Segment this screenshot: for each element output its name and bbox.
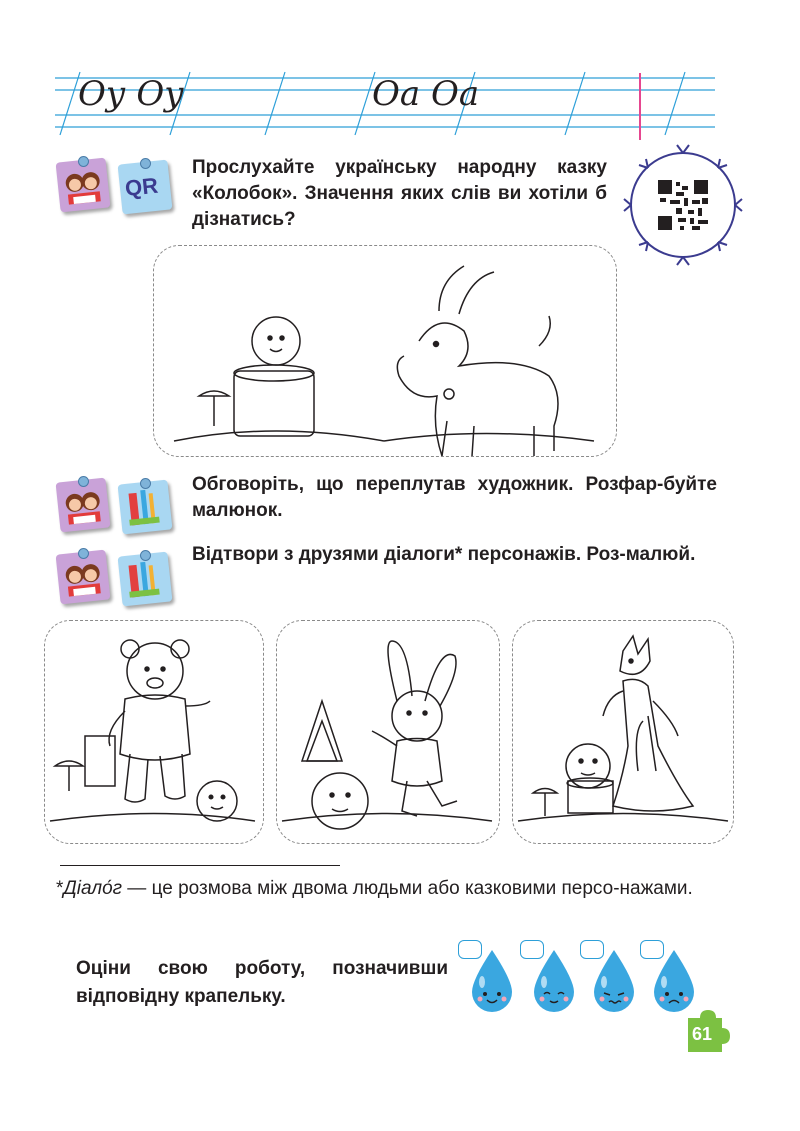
- kolobok-goat-drawing: [154, 246, 616, 456]
- handwriting-sample-right: Оа Оа: [372, 74, 480, 114]
- footnote-marker: *: [56, 878, 64, 899]
- fox-drawing: [513, 621, 733, 843]
- pin-icon: [78, 476, 89, 487]
- footnote-text: — це розмова між двома людьми або казковими персо-нажами.: [122, 878, 693, 899]
- footnote-divider: [60, 865, 340, 866]
- task1-text: Прослухайте українську народну казку «Колобок». Значення яких слів ви хотіли б дізнатись?: [192, 157, 607, 230]
- drop-content[interactable]: [520, 940, 582, 1016]
- footnote: [56, 875, 721, 903]
- illustration-hare-kolobok: [276, 620, 500, 844]
- drop-unsure[interactable]: [580, 940, 642, 1016]
- illustration-kolobok-goat: [153, 245, 617, 457]
- pin-icon: [140, 158, 151, 169]
- footnote-term: Діало́г: [63, 878, 123, 899]
- qr-icon-label: QR: [123, 172, 160, 202]
- page-number: 61: [692, 1024, 713, 1044]
- page-number-badge: [686, 1010, 732, 1054]
- drop-happy[interactable]: [458, 940, 520, 1016]
- self-assessment-text: Оціни свою роботу, позначивши відповідну крапельку.: [76, 958, 448, 1007]
- pin-icon: [78, 156, 89, 167]
- qr-code-wreath-icon[interactable]: [618, 140, 748, 270]
- task2-text: Обговоріть, що переплутав художник. Розфар-буйте малюнок.: [192, 474, 717, 521]
- illustration-fox-kolobok: [512, 620, 734, 844]
- pin-icon: [140, 550, 151, 561]
- task3-text: Відтвори з друзями діалоги* персонажів. Роз-малюй.: [192, 544, 696, 565]
- drop-sad[interactable]: [640, 940, 702, 1016]
- handwriting-sample-left: Оу Оу: [78, 74, 185, 114]
- pin-icon: [140, 478, 151, 489]
- pin-icon: [78, 548, 89, 559]
- illustration-bear-kolobok: [44, 620, 264, 844]
- bear-drawing: [45, 621, 263, 843]
- hare-drawing: [277, 621, 499, 843]
